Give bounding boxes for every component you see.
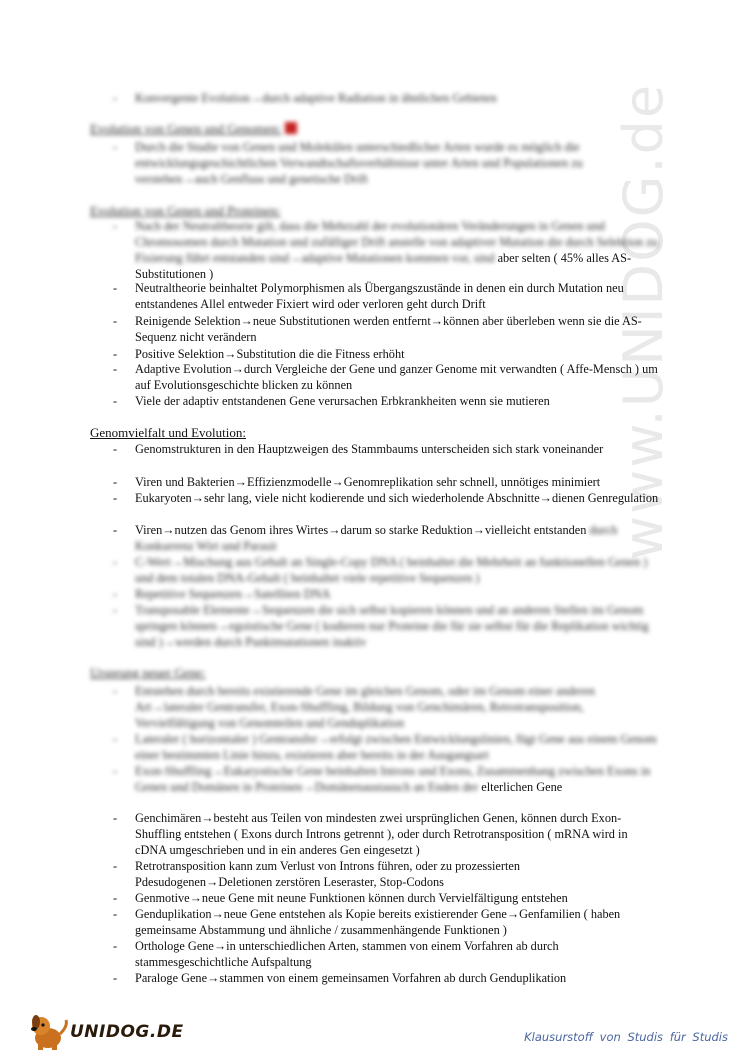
list-item: - Transposable Elemente→Sequenzen die sich selbst kopieren können und an anderen Stellen im Genom springen können→egoistische Gene ( kodieren nur Proteine die für sie selbst für die Replikation wichtig sind )→werden durch Punktmutationen inaktiv bbox=[113, 603, 649, 649]
list-item: - Viren→nutzen das Genom ihres Wirtes→darum so starke Reduktion→vielleicht entstanden durch Konkurrenz Wirt und Parasit bbox=[113, 523, 618, 553]
footer-slogan: Klausurstoff von Studis für Studis bbox=[524, 1030, 728, 1044]
list-item: - Viele der adaptiv entstandenen Gene verursachen Erbkrankheiten wenn sie mutieren bbox=[113, 394, 550, 408]
list-item: - Exon-Shuffling→Eukaryotische Gene beinhalten Introns und Exons, Zusammenhang zwischen Exons in Genen und Domänen in Proteinen→Domänenaustausch an Enden der elterlichen Gene bbox=[113, 764, 651, 794]
watermark: www.UNIDOG.de bbox=[612, 82, 675, 560]
list-item: - Repetitive Sequenzen→Satelliten DNA bbox=[113, 587, 331, 601]
list-item: - Lateraler ( horizontaler ) Gentransfer→erfolgt zwischen Entwicklungslinien, fügt Gene aus einem Genom einer bestimmten Linie hinzu, existieren aber bereits in der Ausgangsart bbox=[113, 732, 657, 762]
list-item: - Entstehen durch bereits existierende Gene im gleichen Genom, oder im Genom einer anderen Art→lateraler Gentransfer, Exon-Shuffling, Bildung von Genchimären, Retrotransposition, Vervielfältigung von Genomteilen und Genduplikation bbox=[113, 684, 595, 730]
section-heading: Genomvielfalt und Evolution: bbox=[90, 425, 246, 440]
list-item: - Nach der Neutraltheorie gilt, dass die Mehrzahl der evolutionären Veränderungen in Genen und Chromosomen durch Mutation und zufälliger Drift anstelle von adaptiver Mutation die durch Selektion zu Fixierung führt entstanden sind→adaptive Mutationen kommen vor, sind aber selten ( 45% alles AS-Substitutionen ) bbox=[113, 219, 658, 281]
logo-text: UNIDOG.DE bbox=[70, 1022, 184, 1042]
list-item: - C-Wert→Mischung aus Gehalt an Single-Copy DNA ( beinhaltet die Mehrheit an funktionellen Genen ) und dem totalen DNA-Gehalt ( beinhaltet viele repetitive Sequenzen ) bbox=[113, 555, 648, 585]
red-marker bbox=[285, 122, 297, 134]
dash-bullet: - bbox=[113, 91, 118, 105]
section-heading: Ursprung neuer Gene: bbox=[90, 665, 206, 680]
list-item: - Durch die Studie von Genen und Molekülen unterschiedlicher Arten wurde es möglich die entwicklungsgeschichtlichen Verwandtschaftsverhältnisse unter Arten und Populationen zu verstehen→auch Genfluss und genetische Drift bbox=[113, 140, 583, 186]
section-heading: Evolution von Genen und Genomen: bbox=[90, 121, 297, 137]
list-item: - Paraloge Gene→stammen von einem gemeinsamen Vorfahren ab durch Genduplikation bbox=[113, 971, 567, 985]
list-item: - Adaptive Evolution→durch Vergleiche der Gene und ganzer Genome mit verwandten ( Affe-Mensch ) um auf Evolutionsgeschichte blicken zu können bbox=[113, 362, 658, 392]
list-item: - Viren und Bakterien→Effizienzmodelle→Genomreplikation sehr schnell, unnötiges minimiert bbox=[113, 475, 601, 489]
list-item: - Genomstrukturen in den Hauptzweigen des Stammbaums unterscheiden sich stark voneinander bbox=[113, 442, 604, 456]
list-item: - Neutraltheorie beinhaltet Polymorphismen als Übergangszustände in denen ein durch Mutation neu entstandenes Allel entweder Fixiert wird oder verloren geht durch Drift bbox=[113, 281, 624, 311]
list-item: - Genduplikation→neue Gene entstehen als Kopie bereits existierender Gene→Genfamilien ( haben gemeinsame Abstammung und ähnliche / zusammenhängende Funktionen ) bbox=[113, 907, 621, 937]
unidog-logo[interactable] bbox=[26, 1012, 226, 1052]
list-item: - Eukaryoten→sehr lang, viele nicht kodierende und sich wiederholende Abschnitte→dienen Genregulation bbox=[113, 491, 659, 505]
list-item: - Konvergente Evolution→durch adaptive Radiation in ähnlichen Gebieten bbox=[113, 91, 497, 105]
list-item: - Genmotive→neue Gene mit neune Funktionen können durch Vervielfältigung entstehen bbox=[113, 891, 568, 905]
list-item: - Genchimären→besteht aus Teilen von mindesten zwei ursprünglichen Genen, können durch Exon-Shuffling entstehen ( Exons durch Introns getrennt ), oder durch Retrotransposition ( mRNA wird in cDNA umgeschrieben und in ein anderes Gen eingesetzt ) bbox=[113, 811, 628, 857]
list-item: - Retrotransposition kann zum Verlust von Introns führen, oder zu prozessierten Pdesudogenen→Deletionen zerstören Leseraster, Stop-Codons bbox=[113, 859, 520, 889]
list-item: - Reinigende Selektion→neue Substitutionen werden entfernt→können aber überleben wenn sie die AS-Sequenz nicht verändern bbox=[113, 314, 642, 344]
list-item: - Positive Selektion→Substitution die die Fitness erhöht bbox=[113, 347, 405, 361]
dog-icon bbox=[26, 1012, 70, 1052]
list-item: - Orthologe Gene→in unterschiedlichen Arten, stammen von einem Vorfahren ab durch stammesgeschichtliche Aufspaltung bbox=[113, 939, 559, 969]
section-heading: Evolution von Genen und Proteinen: bbox=[90, 203, 281, 218]
